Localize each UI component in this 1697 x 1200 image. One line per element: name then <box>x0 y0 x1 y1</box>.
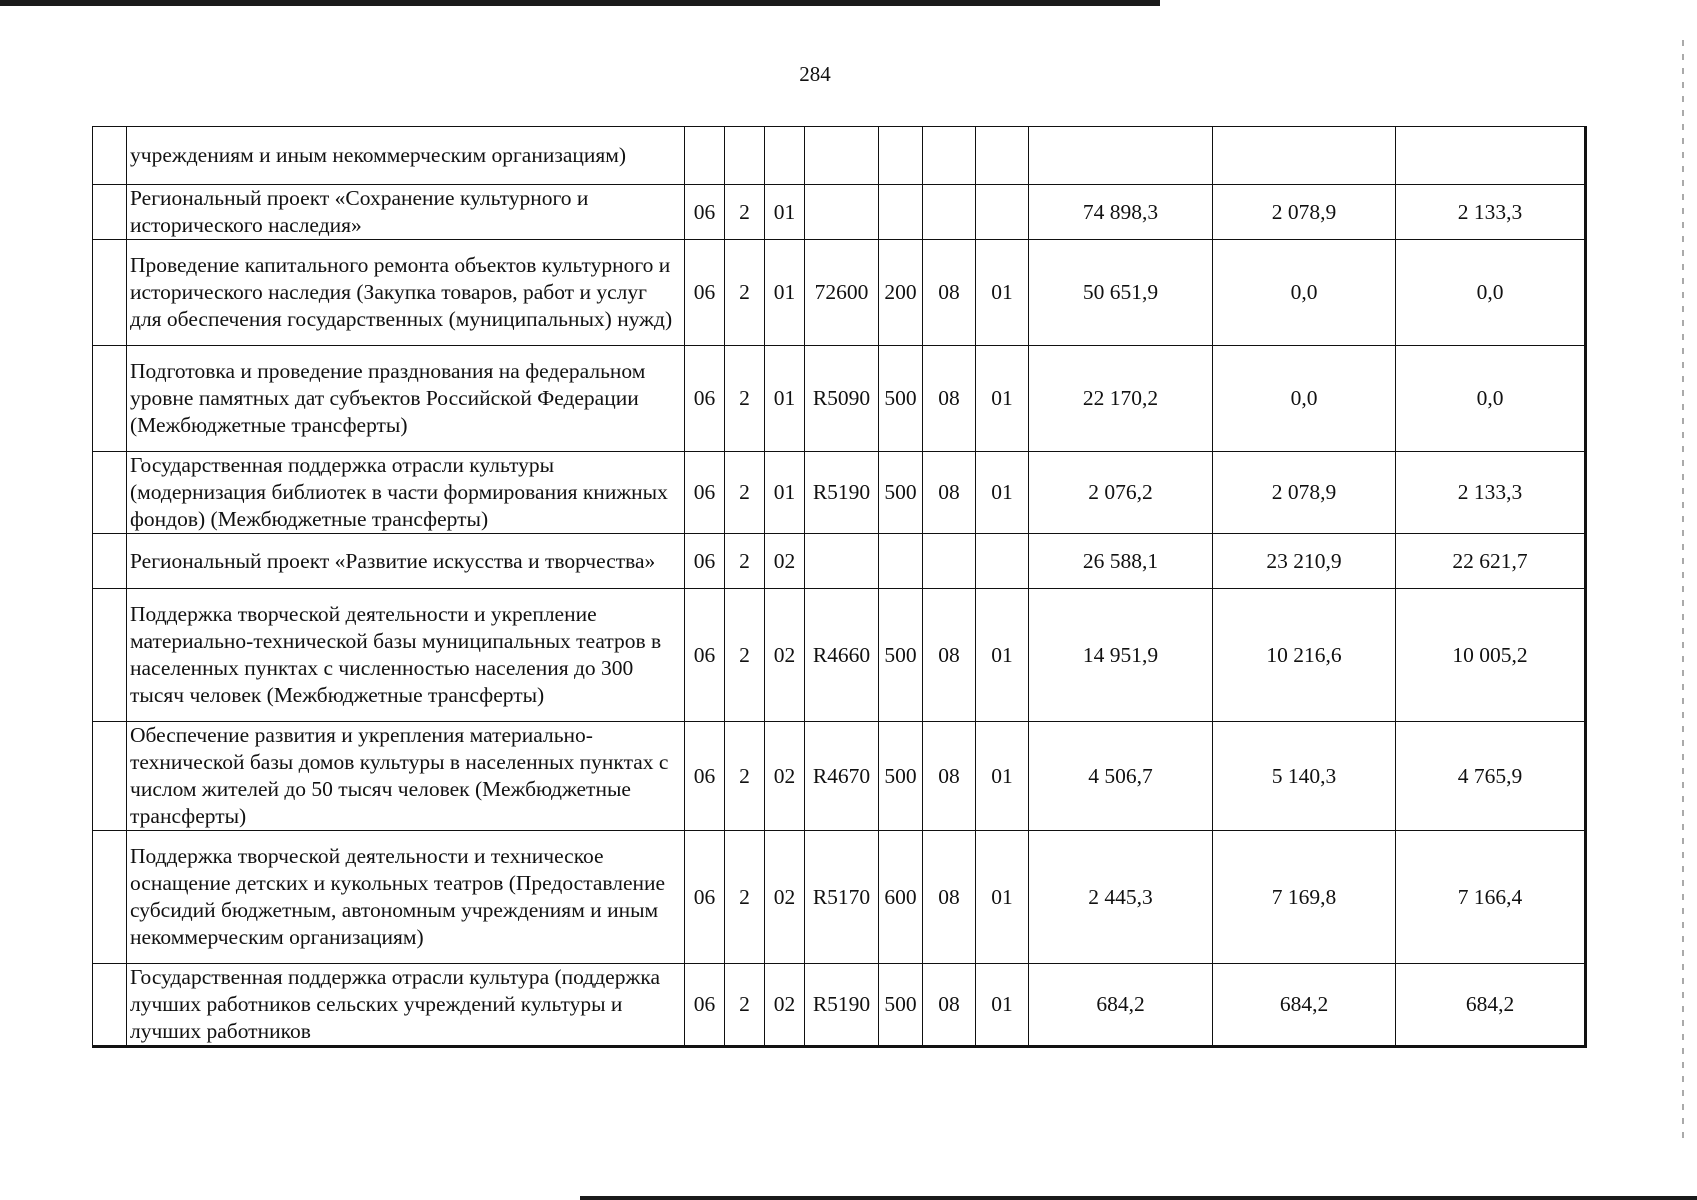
subchapter-cell <box>976 534 1029 589</box>
expense-type-cell <box>879 127 923 185</box>
page-number: 284 <box>799 62 831 86</box>
program-code-cell: 2 <box>725 831 765 964</box>
expense-code-cell: R4670 <box>805 722 879 831</box>
expense-type-cell: 600 <box>879 831 923 964</box>
table-row <box>93 964 1586 1047</box>
chapter-cell: 08 <box>923 964 976 1047</box>
amount-year3-cell: 0,0 <box>1396 240 1586 346</box>
program-code-cell: 2 <box>725 722 765 831</box>
subchapter-cell: 01 <box>976 346 1029 452</box>
expense-type-cell: 500 <box>879 452 923 534</box>
row-index-cell <box>93 589 127 722</box>
section-code-cell: 06 <box>685 346 725 452</box>
amount-year2-cell: 2 078,9 <box>1213 185 1396 240</box>
amount-year3-cell: 2 133,3 <box>1396 185 1586 240</box>
row-index-cell <box>93 831 127 964</box>
subchapter-cell: 01 <box>976 964 1029 1047</box>
subprogram-code-cell: 02 <box>765 589 805 722</box>
chapter-cell <box>923 534 976 589</box>
subprogram-code-cell: 02 <box>765 964 805 1047</box>
subprogram-code-cell: 01 <box>765 185 805 240</box>
amount-year2-cell: 2 078,9 <box>1213 452 1396 534</box>
section-code-cell: 06 <box>685 185 725 240</box>
row-index-cell <box>93 240 127 346</box>
scan-edge-bottom <box>580 1196 1697 1200</box>
chapter-cell: 08 <box>923 589 976 722</box>
subprogram-code-cell: 01 <box>765 452 805 534</box>
chapter-cell: 08 <box>923 452 976 534</box>
amount-year2-cell: 10 216,6 <box>1213 589 1396 722</box>
row-name-cell: Региональный проект «Развитие искусства и творчества» <box>127 534 685 589</box>
amount-year1-cell: 22 170,2 <box>1029 346 1213 452</box>
amount-year1-cell: 2 076,2 <box>1029 452 1213 534</box>
table-body <box>93 127 1586 1047</box>
expense-type-cell <box>879 185 923 240</box>
chapter-cell: 08 <box>923 722 976 831</box>
expense-type-cell: 500 <box>879 346 923 452</box>
subchapter-cell: 01 <box>976 240 1029 346</box>
section-code-cell: 06 <box>685 589 725 722</box>
amount-year2-cell <box>1213 127 1396 185</box>
subprogram-code-cell: 02 <box>765 831 805 964</box>
chapter-cell <box>923 185 976 240</box>
expense-code-cell: R4660 <box>805 589 879 722</box>
section-code-cell: 06 <box>685 964 725 1047</box>
program-code-cell: 2 <box>725 240 765 346</box>
row-index-cell <box>93 127 127 185</box>
row-name-cell: Проведение капитального ремонта объектов культурного и исторического наследия (Закупка товаров, работ и услуг для обеспечения государственных (муниципальных) нужд) <box>127 240 685 346</box>
amount-year1-cell: 684,2 <box>1029 964 1213 1047</box>
row-name-cell: Региональный проект «Сохранение культурного и исторического наследия» <box>127 185 685 240</box>
section-code-cell: 06 <box>685 831 725 964</box>
chapter-cell: 08 <box>923 346 976 452</box>
amount-year3-cell: 2 133,3 <box>1396 452 1586 534</box>
expense-code-cell: R5190 <box>805 964 879 1047</box>
subprogram-code-cell <box>765 127 805 185</box>
expense-code-cell: R5190 <box>805 452 879 534</box>
subchapter-cell <box>976 127 1029 185</box>
table-row <box>93 127 1586 185</box>
chapter-cell: 08 <box>923 240 976 346</box>
subchapter-cell <box>976 185 1029 240</box>
amount-year2-cell: 684,2 <box>1213 964 1396 1047</box>
row-index-cell <box>93 185 127 240</box>
amount-year3-cell <box>1396 127 1586 185</box>
row-name-cell: Обеспечение развития и укрепления материально-технической базы домов культуры в населенных пунктах с числом жителей до 50 тысяч человек (Межбюджетные трансферты) <box>127 722 685 831</box>
row-name-cell: Государственная поддержка отрасли культуры (модернизация библиотек в части формирования книжных фондов) (Межбюджетные трансферты) <box>127 452 685 534</box>
scan-edge-top <box>0 0 1160 6</box>
amount-year3-cell: 684,2 <box>1396 964 1586 1047</box>
chapter-cell <box>923 127 976 185</box>
row-index-cell <box>93 964 127 1047</box>
row-name-cell: Поддержка творческой деятельности и укрепление материально-технической базы муниципальных театров в населенных пунктах с численностью населения до 300 тысяч человек (Межбюджетные трансферты) <box>127 589 685 722</box>
table-row <box>93 452 1586 534</box>
subprogram-code-cell: 01 <box>765 240 805 346</box>
amount-year1-cell: 26 588,1 <box>1029 534 1213 589</box>
subchapter-cell: 01 <box>976 589 1029 722</box>
amount-year1-cell: 14 951,9 <box>1029 589 1213 722</box>
subchapter-cell: 01 <box>976 452 1029 534</box>
expense-code-cell: 72600 <box>805 240 879 346</box>
amount-year3-cell: 7 166,4 <box>1396 831 1586 964</box>
subprogram-code-cell: 02 <box>765 722 805 831</box>
row-index-cell <box>93 346 127 452</box>
program-code-cell: 2 <box>725 964 765 1047</box>
amount-year2-cell: 0,0 <box>1213 346 1396 452</box>
row-name-cell: Подготовка и проведение празднования на федеральном уровне памятных дат субъектов Российской Федерации (Межбюджетные трансферты) <box>127 346 685 452</box>
subprogram-code-cell: 01 <box>765 346 805 452</box>
expense-type-cell: 200 <box>879 240 923 346</box>
amount-year2-cell: 0,0 <box>1213 240 1396 346</box>
table-row <box>93 346 1586 452</box>
amount-year1-cell: 2 445,3 <box>1029 831 1213 964</box>
expense-code-cell <box>805 127 879 185</box>
expense-code-cell <box>805 534 879 589</box>
amount-year2-cell: 5 140,3 <box>1213 722 1396 831</box>
row-index-cell <box>93 452 127 534</box>
row-name-cell: учреждениям и иным некоммерческим организациям) <box>127 127 685 185</box>
table-row <box>93 589 1586 722</box>
expense-type-cell: 500 <box>879 589 923 722</box>
chapter-cell: 08 <box>923 831 976 964</box>
amount-year3-cell: 10 005,2 <box>1396 589 1586 722</box>
amount-year2-cell: 7 169,8 <box>1213 831 1396 964</box>
section-code-cell: 06 <box>685 240 725 346</box>
subprogram-code-cell: 02 <box>765 534 805 589</box>
expense-code-cell: R5090 <box>805 346 879 452</box>
expense-type-cell <box>879 534 923 589</box>
amount-year2-cell: 23 210,9 <box>1213 534 1396 589</box>
table-row <box>93 831 1586 964</box>
expense-code-cell: R5170 <box>805 831 879 964</box>
row-index-cell <box>93 722 127 831</box>
row-name-cell: Поддержка творческой деятельности и техническое оснащение детских и кукольных театров (Предоставление субсидий бюджетным, автономным учреждениям и иным некоммерческим организациям) <box>127 831 685 964</box>
table-row <box>93 240 1586 346</box>
subchapter-cell: 01 <box>976 831 1029 964</box>
amount-year1-cell <box>1029 127 1213 185</box>
table-row <box>93 534 1586 589</box>
program-code-cell: 2 <box>725 185 765 240</box>
program-code-cell: 2 <box>725 346 765 452</box>
amount-year1-cell: 74 898,3 <box>1029 185 1213 240</box>
section-code-cell <box>685 127 725 185</box>
amount-year3-cell: 22 621,7 <box>1396 534 1586 589</box>
row-index-cell <box>93 534 127 589</box>
expense-type-cell: 500 <box>879 722 923 831</box>
program-code-cell <box>725 127 765 185</box>
expense-code-cell <box>805 185 879 240</box>
budget-table <box>92 126 1587 1048</box>
table-row <box>93 185 1586 240</box>
amount-year1-cell: 50 651,9 <box>1029 240 1213 346</box>
scan-edge-right <box>1682 40 1684 1140</box>
expense-type-cell: 500 <box>879 964 923 1047</box>
amount-year1-cell: 4 506,7 <box>1029 722 1213 831</box>
amount-year3-cell: 4 765,9 <box>1396 722 1586 831</box>
amount-year3-cell: 0,0 <box>1396 346 1586 452</box>
section-code-cell: 06 <box>685 534 725 589</box>
program-code-cell: 2 <box>725 452 765 534</box>
subchapter-cell: 01 <box>976 722 1029 831</box>
row-name-cell: Государственная поддержка отрасли культура (поддержка лучших работников сельских учреждений культуры и лучших работников <box>127 964 685 1047</box>
section-code-cell: 06 <box>685 722 725 831</box>
section-code-cell: 06 <box>685 452 725 534</box>
program-code-cell: 2 <box>725 534 765 589</box>
program-code-cell: 2 <box>725 589 765 722</box>
table-row <box>93 722 1586 831</box>
